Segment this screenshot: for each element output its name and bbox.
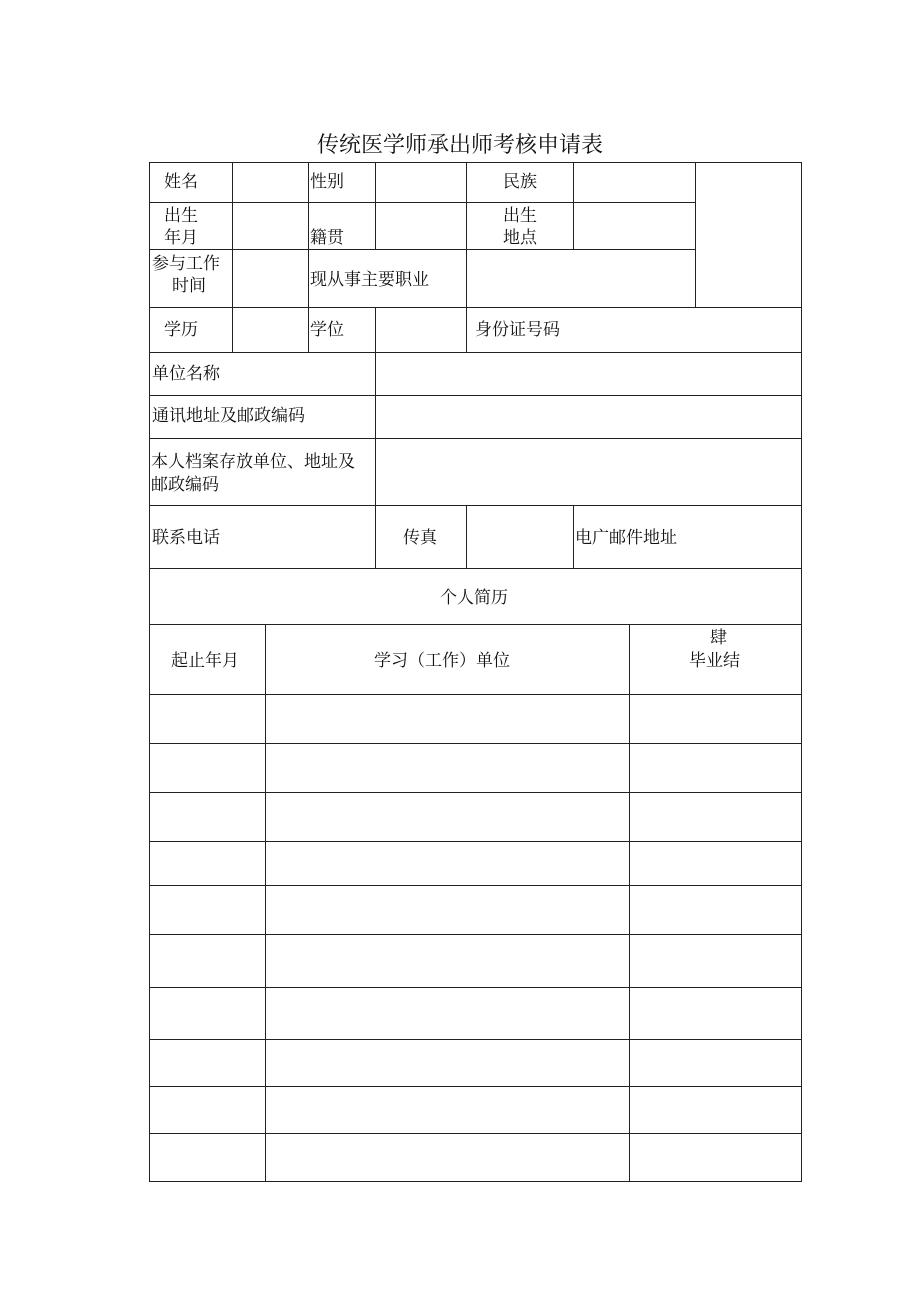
form-title: 传统医学师承出师考核申请表: [316, 133, 603, 158]
resume-section-label: 个人简历: [440, 588, 508, 608]
ethnicity-label: 民族: [503, 172, 537, 192]
photo-area[interactable]: [696, 163, 801, 307]
unit-name-field[interactable]: [376, 353, 801, 395]
resume-row[interactable]: [150, 842, 801, 885]
gender-label: 性别: [310, 172, 344, 192]
degree-field[interactable]: [376, 308, 466, 352]
native-place-field[interactable]: [376, 203, 466, 249]
birthplace-label-line1: 出生: [503, 206, 537, 226]
resume-row[interactable]: [150, 1040, 801, 1086]
work-start-field[interactable]: [233, 250, 308, 307]
ethnicity-field[interactable]: [574, 163, 695, 202]
fax-field[interactable]: [467, 506, 573, 568]
resume-row[interactable]: [150, 1087, 801, 1133]
occupation-field[interactable]: [467, 250, 695, 307]
gender-field[interactable]: [376, 163, 466, 202]
email-field[interactable]: [690, 506, 801, 568]
phone-field[interactable]: [150, 506, 375, 568]
name-field[interactable]: [233, 163, 308, 202]
email-label: 电广邮件地址: [575, 528, 677, 548]
birth-date-label-line1: 出生: [164, 206, 198, 226]
birth-date-label-line2: 年月: [164, 228, 198, 248]
mailing-address-label: 通讯地址及邮政编码: [152, 406, 305, 426]
resume-row[interactable]: [150, 1134, 801, 1181]
unit-name-label: 单位名称: [152, 364, 220, 384]
birth-date-field[interactable]: [233, 203, 308, 249]
native-place-label: 籍贯: [310, 228, 344, 248]
name-label: 姓名: [164, 172, 198, 192]
resume-row[interactable]: [150, 886, 801, 934]
resume-row[interactable]: [150, 988, 801, 1039]
work-start-label-line1: 参与工作: [152, 254, 220, 274]
birthplace-label-line2: 地点: [503, 228, 537, 248]
archive-field[interactable]: [376, 439, 801, 505]
fax-label: 传真: [403, 528, 437, 548]
resume-row[interactable]: [150, 793, 801, 841]
education-field[interactable]: [233, 308, 308, 352]
resume-col-unit: 学习（工作）单位: [374, 651, 510, 671]
id-number-label: 身份证号码: [475, 320, 560, 340]
resume-row[interactable]: [150, 744, 801, 792]
archive-label-line1: 本人档案存放单位、地址及: [151, 452, 355, 472]
education-label: 学历: [164, 320, 198, 340]
resume-row[interactable]: [150, 695, 801, 743]
resume-col-result-line2: 毕业结: [689, 651, 740, 671]
degree-label: 学位: [310, 320, 344, 340]
mailing-address-field[interactable]: [376, 396, 801, 438]
phone-label: 联系电话: [152, 528, 220, 548]
birthplace-field[interactable]: [574, 203, 695, 249]
resume-col-result-line1: 肆: [710, 628, 727, 648]
work-start-label-line2: 时间: [172, 276, 206, 296]
resume-col-period: 起止年月: [171, 651, 239, 671]
occupation-label: 现从事主要职业: [310, 270, 429, 290]
resume-row[interactable]: [150, 935, 801, 987]
archive-label-line2: 邮政编码: [151, 475, 219, 495]
